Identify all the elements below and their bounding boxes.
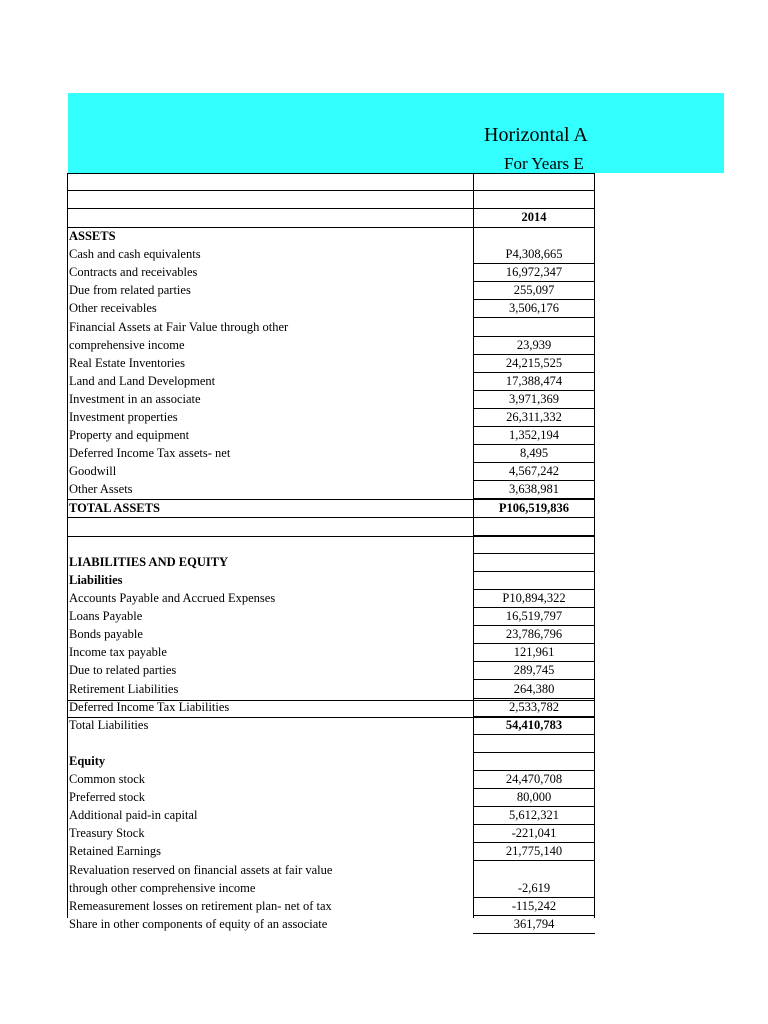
row-label: Investment properties <box>69 410 178 424</box>
row-label: Real Estate Inventories <box>69 356 185 370</box>
row-value: 4,567,242 <box>509 464 559 478</box>
row-label: Revaluation reserved on financial assets at fair value <box>69 863 333 877</box>
row-label: Other Assets <box>69 482 133 496</box>
row-value: 361,794 <box>513 917 555 931</box>
row-label: Bonds payable <box>69 627 143 641</box>
row-label: Deferred Income Tax assets- net <box>69 446 231 460</box>
row-value: 17,388,474 <box>505 374 563 388</box>
row-label: Common stock <box>69 772 146 786</box>
row-value: 264,380 <box>513 682 555 696</box>
row-value: 24,470,708 <box>505 772 563 786</box>
row-value: 16,519,797 <box>505 609 563 623</box>
grid-line-row <box>67 190 595 191</box>
row-value: 1,352,194 <box>509 428 559 442</box>
row-label: Liabilities <box>69 573 123 587</box>
report-header-band <box>68 93 724 173</box>
row-value: 255,097 <box>513 283 555 297</box>
row-label: comprehensive income <box>69 338 185 352</box>
row-label: Preferred stock <box>69 790 146 804</box>
row-label: Accounts Payable and Accrued Expenses <box>69 591 276 605</box>
row-label: Income tax payable <box>69 645 167 659</box>
row-value <box>474 861 594 879</box>
grid-line-top <box>67 173 595 174</box>
row-value <box>474 734 594 752</box>
report-title: Horizontal A <box>484 124 588 146</box>
row-value: P10,894,322 <box>502 591 566 605</box>
row-label: Other receivables <box>69 301 157 315</box>
row-label: Equity <box>69 754 106 768</box>
row-label: Property and equipment <box>69 428 190 442</box>
row-label: Goodwill <box>69 464 117 478</box>
year-header-2014: 2014 <box>521 210 547 224</box>
row-label: Investment in an associate <box>69 392 201 406</box>
row-label: Retirement Liabilities <box>69 682 179 696</box>
row-value: 289,745 <box>513 663 555 677</box>
row-label: ASSETS <box>69 229 116 243</box>
report-subtitle: For Years E <box>504 154 584 173</box>
row-value: 8,495 <box>519 446 549 460</box>
row-label: LIABILITIES AND EQUITY <box>69 555 229 569</box>
row-label: Due from related parties <box>69 283 191 297</box>
row-label: Due to related parties <box>69 663 177 677</box>
row-value: P106,519,836 <box>498 501 570 515</box>
row-label: Loans Payable <box>69 609 143 623</box>
grid-line-left <box>67 173 68 918</box>
row-label: Share in other components of equity of an associate <box>69 917 328 931</box>
row-label: TOTAL ASSETS <box>69 501 160 515</box>
row-label: Remeasurement losses on retirement plan- net of tax <box>69 899 332 913</box>
row-value <box>474 517 594 535</box>
row-value <box>474 318 594 336</box>
row-value: -221,041 <box>511 826 557 840</box>
row-value: 5,612,321 <box>509 808 559 822</box>
row-value <box>474 553 594 571</box>
row-label: Financial Assets at Fair Value through other <box>69 320 289 334</box>
row-label: Land and Land Development <box>69 374 216 388</box>
row-value: -115,242 <box>511 899 557 913</box>
row-value: 54,410,783 <box>505 718 563 732</box>
row-value: 121,961 <box>513 645 555 659</box>
row-value <box>474 535 594 553</box>
row-label: Additional paid-in capital <box>69 808 198 822</box>
row-value <box>474 752 594 770</box>
row-value <box>474 227 594 245</box>
row-value: P4,308,665 <box>505 247 563 261</box>
row-label: Treasury Stock <box>69 826 145 840</box>
row-value: -2,619 <box>517 881 551 895</box>
row-value: 26,311,332 <box>506 410 562 424</box>
row-value: 21,775,140 <box>505 844 563 858</box>
row-value: 24,215,525 <box>505 356 563 370</box>
row-value <box>474 571 594 589</box>
row-label: Total Liabilities <box>69 718 149 732</box>
row-value: 80,000 <box>516 790 552 804</box>
row-value: 3,506,176 <box>509 301 559 315</box>
row-value: 23,786,796 <box>505 627 563 641</box>
row-label: Deferred Income Tax Liabilities <box>69 700 230 714</box>
row-value: 16,972,347 <box>505 265 563 279</box>
row-value: 23,939 <box>516 338 552 352</box>
cell-border <box>473 933 595 934</box>
row-label: through other comprehensive income <box>69 881 256 895</box>
row-value: 2,533,782 <box>509 700 559 714</box>
row-label <box>69 734 469 752</box>
row-value: 3,971,369 <box>509 392 559 406</box>
row-label <box>69 535 469 553</box>
row-label: Cash and cash equivalents <box>69 247 201 261</box>
row-label: Contracts and receivables <box>69 265 198 279</box>
row-label: Retained Earnings <box>69 844 161 858</box>
row-label <box>69 517 469 535</box>
row-value: 3,638,981 <box>509 482 559 496</box>
